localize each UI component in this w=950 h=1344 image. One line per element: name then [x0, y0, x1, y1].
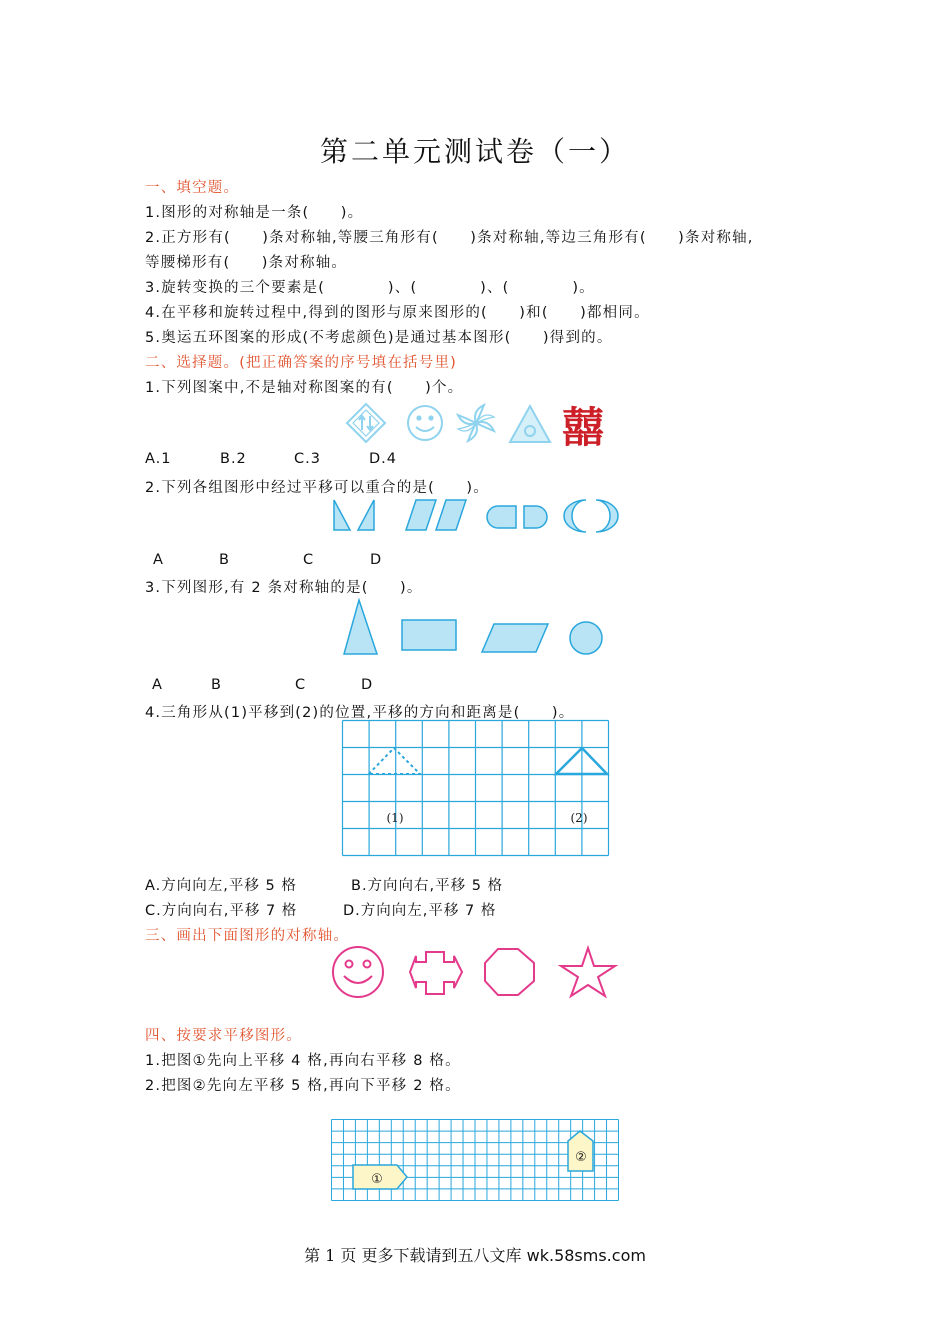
footer-text: 更多下载请到五八文库	[361, 1246, 522, 1265]
pair-d-left	[564, 500, 586, 532]
question-fill-2: 2.正方形有( )条对称轴,等腰三角形有( )条对称轴,等边三角形有( )条对称轴,	[145, 230, 754, 246]
pair-d-right	[596, 500, 618, 532]
section-heading-choice: 二、选择题。(把正确答案的序号填在括号里)	[145, 355, 458, 371]
pair-c-right	[524, 506, 547, 528]
q2-label-a: A	[153, 552, 164, 568]
pair-a-right	[358, 500, 374, 530]
q4-option-c: C.方向向右,平移 7 格	[145, 903, 298, 919]
smiley-face-shape	[333, 947, 383, 997]
symmetry-axis-shapes	[340, 596, 610, 660]
shape-circle	[570, 622, 602, 654]
cross-arrow-shape	[410, 952, 462, 994]
grid-label-1: (1)	[386, 811, 404, 825]
pinwheel-pattern	[458, 405, 494, 441]
footer-page-number: 第 1 页	[304, 1246, 357, 1265]
question-choice-1: 1.下列图案中,不是轴对称图案的有( )个。	[145, 380, 464, 396]
question-choice-2: 2.下列各组图形中经过平移可以重合的是( )。	[145, 480, 489, 496]
shape-parallelogram	[482, 624, 548, 652]
smiley-pattern	[408, 406, 442, 440]
octagon-shape	[485, 949, 534, 995]
footer-site-link[interactable]: wk.58sms.com	[526, 1246, 646, 1265]
q3-label-a: A	[152, 677, 163, 693]
translation-pairs	[330, 496, 620, 536]
pair-b-right	[436, 500, 466, 530]
q4-option-d: D.方向向左,平移 7 格	[343, 903, 497, 919]
shape-1-label: ①	[371, 1172, 383, 1187]
triangle-start-dashed	[369, 748, 420, 774]
q3-label-d: D	[361, 677, 374, 693]
page-title: 第二单元测试卷（一）	[319, 135, 630, 168]
question-translate-2: 2.把图②先向左平移 5 格,再向下平移 2 格。	[145, 1078, 461, 1094]
q1-option-a: A.1	[145, 451, 172, 467]
q1-option-c: C.3	[294, 451, 321, 467]
question-fill-2-cont: 等腰梯形有( )条对称轴。	[145, 255, 348, 271]
section-heading-translate: 四、按要求平移图形。	[145, 1028, 302, 1044]
double-happiness-glyph: 囍	[562, 403, 605, 452]
section-heading-axis: 三、画出下面图形的对称轴。	[145, 928, 350, 944]
q1-option-b: B.2	[220, 451, 247, 467]
q2-label-c: C	[303, 552, 315, 568]
q3-label-b: B	[211, 677, 222, 693]
question-fill-5: 5.奥运五环图案的形成(不考虑颜色)是通过基本图形( )得到的。	[145, 330, 613, 346]
pair-c-left	[487, 506, 516, 528]
question-choice-3: 3.下列图形,有 2 条对称轴的是( )。	[145, 580, 423, 596]
pair-a-left	[334, 500, 350, 530]
shape-2-label: ②	[575, 1150, 587, 1165]
question-translate-1: 1.把图①先向上平移 4 格,再向右平移 8 格。	[145, 1053, 461, 1069]
question-fill-4: 4.在平移和旋转过程中,得到的图形与原来图形的( )和( )都相同。	[145, 305, 650, 321]
question-choice-4: 4.三角形从(1)平移到(2)的位置,平移的方向和距离是( )。	[145, 705, 575, 721]
q4-option-a: A.方向向左,平移 5 格	[145, 878, 297, 894]
shape-isosceles-triangle	[344, 600, 377, 654]
grid-label-2: (2)	[570, 811, 588, 825]
q1-option-d: D.4	[369, 451, 397, 467]
triangle-circle-pattern	[510, 406, 550, 442]
star-shape	[561, 948, 615, 996]
q2-label-d: D	[370, 552, 383, 568]
question-fill-3: 3.旋转变换的三个要素是( )、( )、( )。	[145, 280, 595, 296]
shape-rectangle	[402, 620, 456, 650]
q2-label-b: B	[219, 552, 230, 568]
q3-label-c: C	[295, 677, 307, 693]
translation-task-grid	[331, 1119, 619, 1201]
page-footer	[0, 1243, 950, 1266]
section-heading-fill: 一、填空题。	[145, 180, 240, 196]
pair-b-left	[406, 500, 436, 530]
question-fill-1: 1.图形的对称轴是一条( )。	[145, 205, 364, 221]
symmetry-patterns	[346, 402, 616, 452]
translation-grid	[342, 720, 609, 856]
axis-drawing-shapes	[330, 944, 620, 1000]
q4-option-b: B.方向向右,平移 5 格	[351, 878, 504, 894]
